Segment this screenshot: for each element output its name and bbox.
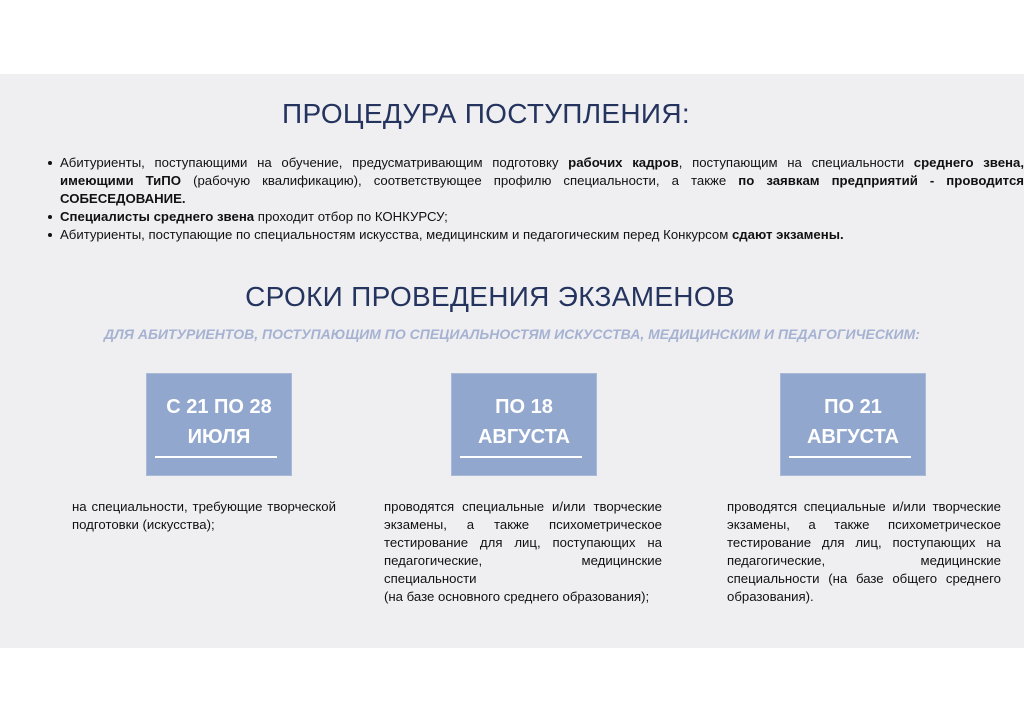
description-3 [727,498,1001,606]
text-run: проходит отбор по КОНКУРСУ; [254,209,448,224]
text-run-bold: сдают экзамены. [731,227,844,242]
description-text: проводятся специальные и/или творческие экзамены, а также психометрическое тестирование для лиц, поступающих на педагогические, медицинские специальности (на базе общего среднего образования). [727,499,1001,604]
description-text: на специальности, требующие творческой подготовки (искусства); [72,499,336,532]
date-line-2: ИЮЛЯ [187,426,251,448]
procedure-item-3 [60,226,1024,244]
description-text: проводятся специальные и/или творческие экзамены, а также психометрическое тестирование для лиц, поступающих на педагогические, медицинские специальности [384,499,662,586]
date-card-text [452,392,596,452]
exams-title: СРОКИ ПРОВЕДЕНИЯ ЭКЗАМЕНОВ [245,281,735,312]
date-card-text [147,392,291,452]
procedure-item-1 [60,154,1024,208]
description-1 [72,498,336,534]
date-line-2: АВГУСТА [477,426,570,448]
date-line-1: С 21 ПО 28 [166,396,272,418]
description-text: (на базе основного среднего образования); [384,589,650,604]
card-underline [789,456,911,458]
text-run: , поступающим на специальности [678,155,914,170]
procedure-item-2 [60,208,1024,226]
text-run-bold: среднего звена, имеющими ТиПО [60,155,1024,188]
date-card-1 [146,373,292,476]
card-underline [460,456,582,458]
date-card-3 [780,373,926,476]
slide [0,74,1024,648]
text-run: Абитуриенты, поступающие по специальностям искусства, медицинским и педагогическим перед Конкурсом [60,227,732,242]
card-underline [155,456,277,458]
text-run-bold: по заявкам предприятий - проводится СОБЕСЕДОВАНИЕ. [60,173,1024,206]
exams-subtitle: ДЛЯ АБИТУРИЕНТОВ, ПОСТУПАЮЩИМ ПО СПЕЦИАЛЬНОСТЯМ ИСКУССТВА, МЕДИЦИНСКИМ И ПЕДАГОГИЧЕСКИМ: [104,326,920,342]
procedure-title: ПРОЦЕДУРА ПОСТУПЛЕНИЯ: [282,98,690,129]
text-run-bold: Специалисты среднего звена [60,209,255,224]
date-card-2 [451,373,597,476]
date-line-1: ПО 18 [495,396,553,418]
procedure-list [44,154,1024,244]
text-run-bold: рабочих кадров [568,155,679,170]
date-line-2: АВГУСТА [806,426,899,448]
text-run: (рабочую квалификацию), соответствующее профилю специальности, а также [181,173,739,188]
date-line-1: ПО 21 [824,396,882,418]
date-card-text [781,392,925,452]
description-2 [384,498,662,606]
text-run: Абитуриенты, поступающими на обучение, предусматривающим подготовку [60,155,569,170]
